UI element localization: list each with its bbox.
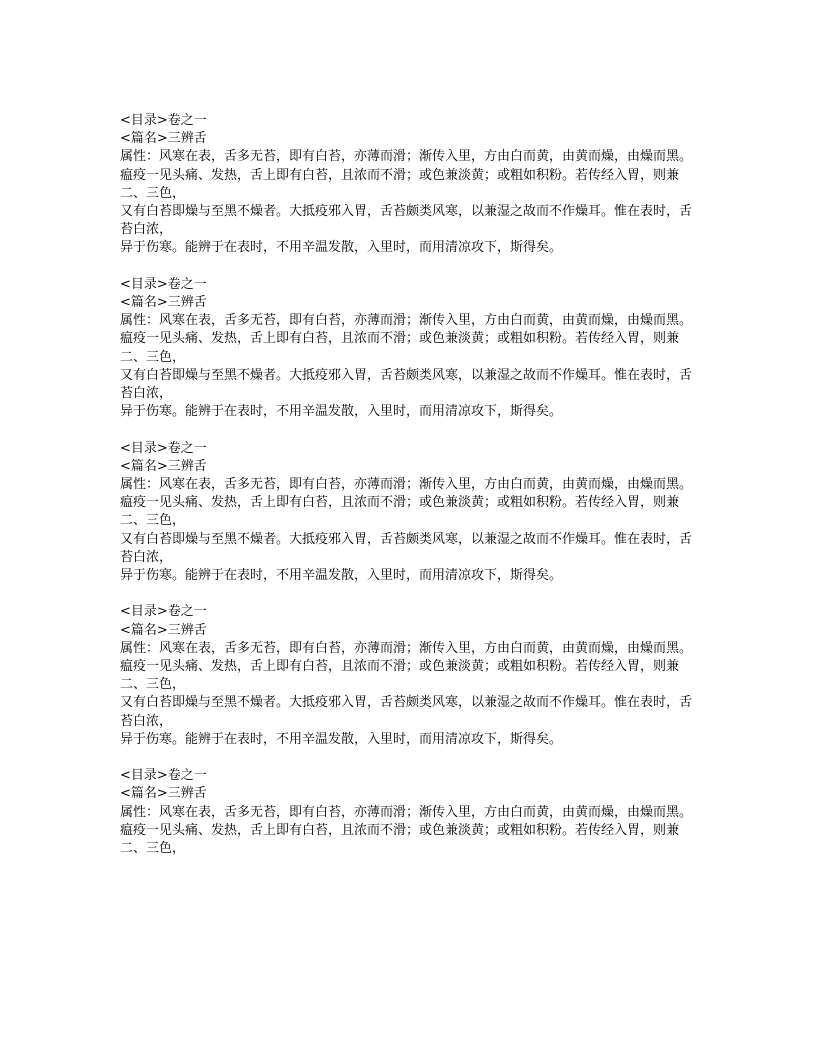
paragraph: 又有白苔即燥与至黑不燥者。大抵疫邪入胃，舌苔颇类风寒，以兼湿之故而不作燥耳。惟在表时，舌苔白浓， [120,531,693,565]
chapter-line: <篇名>三辨舌 [120,622,207,638]
chapter-line: <篇名>三辨舌 [120,458,207,474]
paragraph: 又有白苔即燥与至黑不燥者。大抵疫邪入胃，舌苔颇类风寒，以兼湿之故而不作燥耳。惟在表时，舌苔白浓， [120,367,693,402]
paragraph: 属性：风寒在表，舌多无苔，即有白苔，亦薄而滑；渐传入里，方由白而黄，由黄而燥，由燥而黑。 [120,640,693,656]
text-section [120,112,700,258]
toc-line: <目录>卷之一 [120,440,207,456]
paragraph: 异于伤寒。能辨于在表时，不用辛温发散，入里时，而用清凉攻下，斯得矣。 [120,404,563,420]
paragraph: 属性：风寒在表，舌多无苔，即有白苔，亦薄而滑；渐传入里，方由白而黄，由黄而燥，由燥而黑。 [120,149,693,165]
toc-line: <目录>卷之一 [120,604,207,620]
document-body [120,112,700,876]
paragraph: 异于伤寒。能辨于在表时，不用辛温发散，入里时，而用清凉攻下，斯得矣。 [120,568,563,584]
chapter-line: <篇名>三辨舌 [120,786,207,802]
paragraph: 异于伤寒。能辨于在表时，不用辛温发散，入里时，而用清凉攻下，斯得矣。 [120,240,563,256]
paragraph: 属性：风寒在表，舌多无苔，即有白苔，亦薄而滑；渐传入里，方由白而黄，由黄而燥，由燥而黑。 [120,804,693,820]
text-section [120,276,700,422]
paragraph: 瘟疫一见头痛、发热，舌上即有白苔，且浓而不滑；或色兼淡黄；或粗如积粉。若传经入胃，则兼二、三色， [120,659,680,693]
paragraph: 瘟疫一见头痛、发热，舌上即有白苔，且浓而不滑；或色兼淡黄；或粗如积粉。若传经入胃，则兼二、三色， [120,495,680,529]
paragraph: 瘟疫一见头痛、发热，舌上即有白苔，且浓而不滑；或色兼淡黄；或粗如积粉。若传经入胃，则兼二、三色， [120,822,680,857]
paragraph: 属性：风寒在表，舌多无苔，即有白苔，亦薄而滑；渐传入里，方由白而黄，由黄而燥，由燥而黑。 [120,313,693,329]
toc-line: <目录>卷之一 [120,276,207,292]
paragraph: 瘟疫一见头痛、发热，舌上即有白苔，且浓而不滑；或色兼淡黄；或粗如积粉。若传经入胃，则兼二、三色， [120,167,680,201]
text-section [120,767,700,858]
paragraph: 属性：风寒在表，舌多无苔，即有白苔，亦薄而滑；渐传入里，方由白而黄，由黄而燥，由燥而黑。 [120,477,693,493]
chapter-line: <篇名>三辨舌 [120,295,207,311]
paragraph: 异于伤寒。能辨于在表时，不用辛温发散，入里时，而用清凉攻下，斯得矣。 [120,731,563,747]
toc-line: <目录>卷之一 [120,113,207,128]
paragraph: 又有白苔即燥与至黑不燥者。大抵疫邪入胃，舌苔颇类风寒，以兼湿之故而不作燥耳。惟在表时，舌苔白浓， [120,204,693,238]
toc-line: <目录>卷之一 [120,768,207,784]
chapter-line: <篇名>三辨舌 [120,131,207,147]
paragraph: 又有白苔即燥与至黑不燥者。大抵疫邪入胃，舌苔颇类风寒，以兼湿之故而不作燥耳。惟在表时，舌苔白浓， [120,695,693,729]
text-section [120,603,700,749]
text-section [120,440,700,586]
paragraph: 瘟疫一见头痛、发热，舌上即有白苔，且浓而不滑；或色兼淡黄；或粗如积粉。若传经入胃，则兼二、三色， [120,331,680,365]
